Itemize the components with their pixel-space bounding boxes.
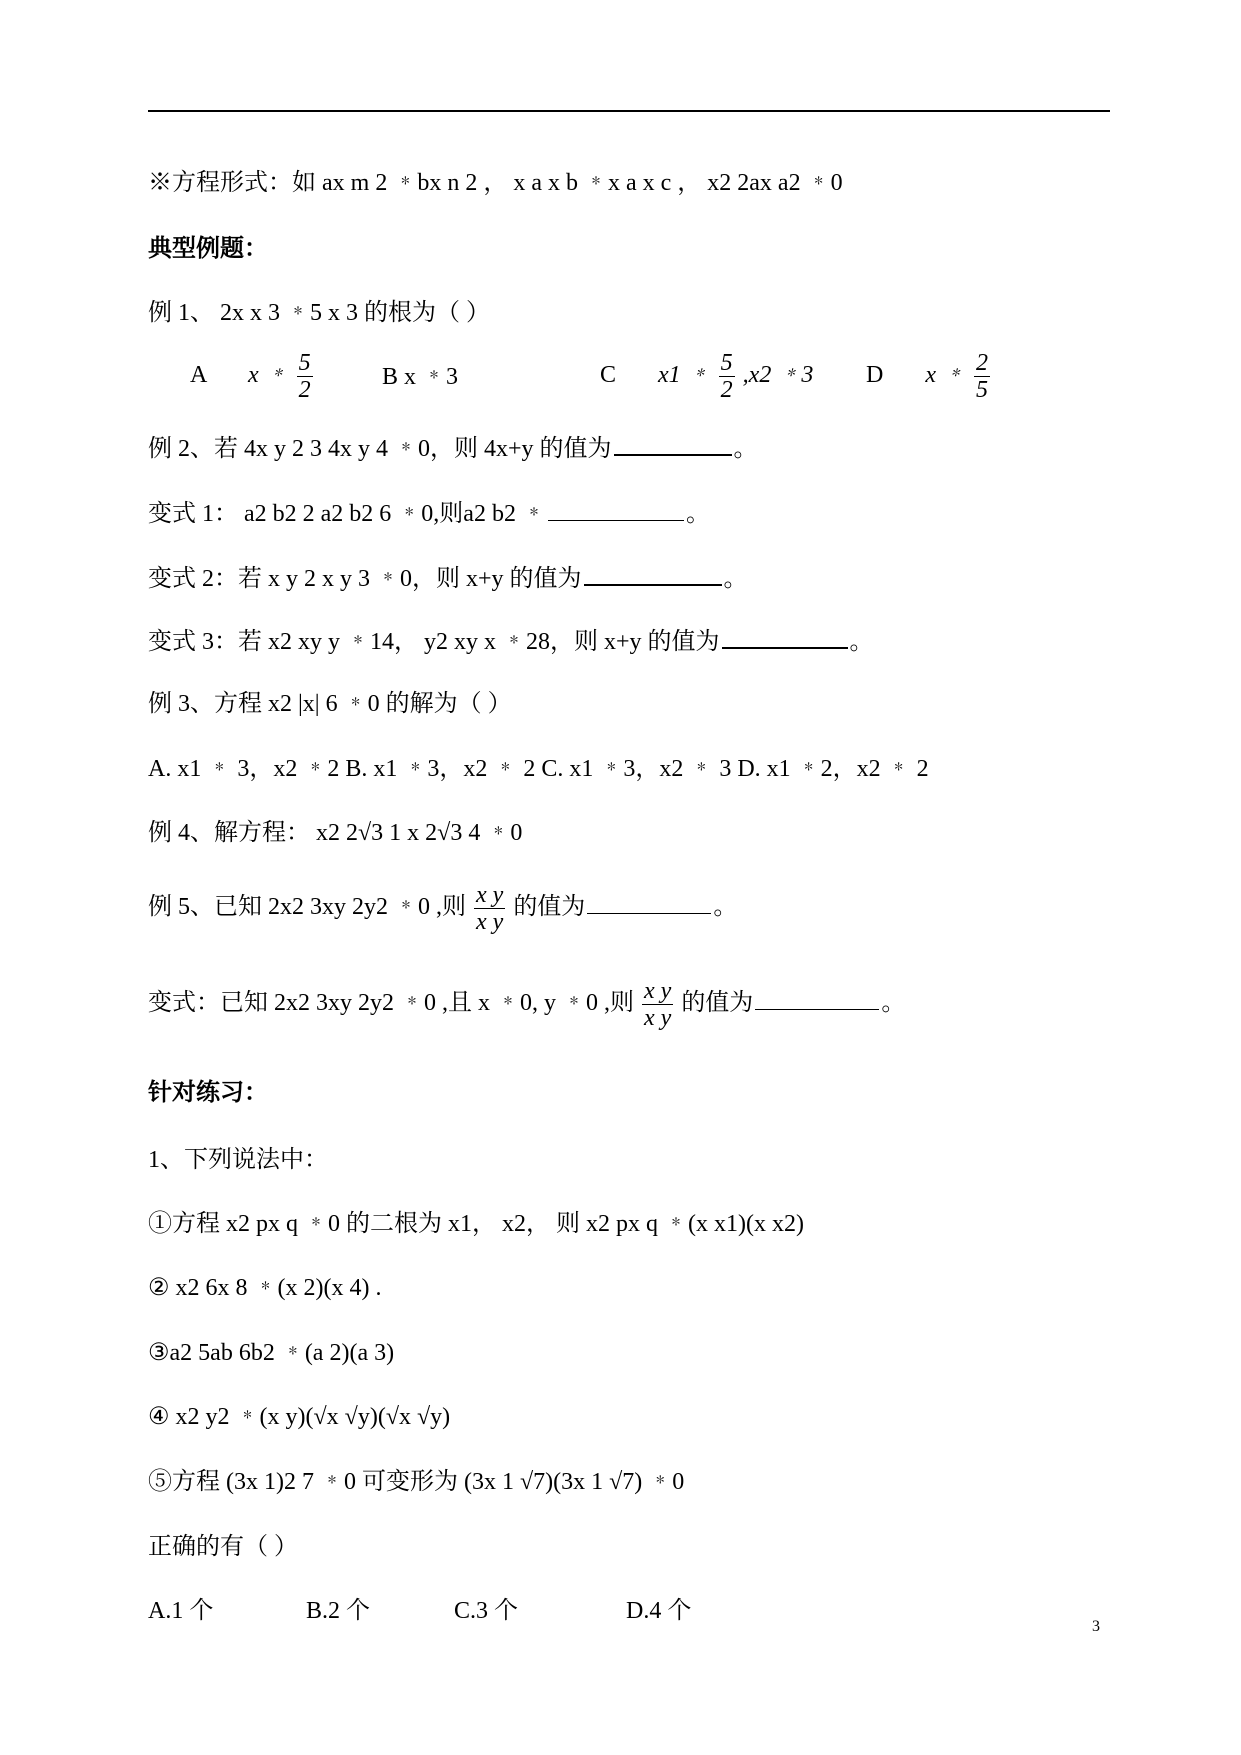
answer-blank xyxy=(614,432,732,456)
example-3: 例 3、方程 x2 |x| 6 ﹡0 的解为（ ） xyxy=(148,691,512,717)
ex1-option-a-lhs: x ﹡ xyxy=(248,362,289,389)
variant-pre: 变式：已知 2x2 3xy 2y2 ﹡0 ,且 x ﹡0, y ﹡0 ,则 xyxy=(148,990,634,1017)
answer-option-d: D.4 个 xyxy=(626,1598,692,1624)
ex1-option-b: B x ﹡3 xyxy=(382,364,459,390)
header-rule xyxy=(148,110,1110,112)
ex1-option-d xyxy=(866,350,992,403)
example-5-fraction xyxy=(474,882,505,935)
variant-1 xyxy=(148,498,710,529)
period: 。 xyxy=(723,566,748,592)
examples-heading: 典型例题： xyxy=(148,236,268,262)
answer-blank xyxy=(587,891,711,914)
example-5 xyxy=(148,882,737,935)
answer-blank xyxy=(584,562,722,586)
variant-fraction xyxy=(642,978,673,1031)
answer-blank xyxy=(548,498,684,521)
statement-3: ③a2 5ab 6b2 ﹡(a 2)(a 3) xyxy=(148,1340,395,1366)
answer-option-b: B.2 个 xyxy=(306,1598,371,1624)
variant-1-text: 变式 1： a2 b2 2 a2 b2 6 ﹡0,则a2 b2 ﹡ xyxy=(148,501,546,527)
practice-1: 1、下列说法中： xyxy=(148,1147,328,1173)
fraction-numerator: x y xyxy=(644,978,672,1004)
ex1-option-a-fraction xyxy=(297,350,313,403)
example-2 xyxy=(148,432,758,464)
variant-post: 的值为 xyxy=(681,990,754,1017)
example-3-options: A. x1 ﹡ 3，x2 ﹡2 B. x1 ﹡3，x2 ﹡ 2 C. x1 ﹡3，x2 ﹡ 3 D. x1 ﹡2，x2 ﹡ 2 xyxy=(148,756,929,782)
ex1-option-a xyxy=(190,350,315,403)
period: 。 xyxy=(733,436,758,462)
ex1-option-c xyxy=(600,350,813,403)
period: 。 xyxy=(881,990,906,1017)
ex1-option-c-rest: ,x2 ﹡3 xyxy=(742,362,814,389)
example-5-pre: 例 5、已知 2x2 3xy 2y2 ﹡0 ,则 xyxy=(148,894,466,921)
fraction-denominator: 2 xyxy=(720,377,733,403)
statement-1: ①方程 x2 px q ﹡0 的二根为 x1， x2， 则 x2 px q ﹡(x x1)(x x2) xyxy=(148,1211,804,1237)
answer-blank xyxy=(722,625,848,649)
ex1-option-d-lhs: x ﹡ xyxy=(925,362,966,389)
variant-3-text: 变式 3：若 x2 xy y ﹡14， y2 xy x ﹡28，则 x+y 的值为 xyxy=(148,629,720,655)
fraction-denominator: 5 xyxy=(976,377,988,403)
ex1-option-d-label: D xyxy=(866,362,884,389)
fraction-denominator: x y xyxy=(476,909,504,935)
ex1-option-c-label: C xyxy=(600,362,617,389)
period: 。 xyxy=(685,501,710,527)
statement-4: ④ x2 y2 ﹡(x y)(√x √y)(√x √y) xyxy=(148,1404,451,1430)
example-1: 例 1、 2x x 3 ﹡5 x 3 的根为（ ） xyxy=(148,300,490,326)
practice-heading: 针对练习： xyxy=(148,1080,268,1106)
answer-blank xyxy=(755,987,879,1010)
variant-2-text: 变式 2：若 x y 2 x y 3 ﹡0，则 x+y 的值为 xyxy=(148,566,582,592)
example-5-post: 的值为 xyxy=(513,894,586,921)
ex1-option-c-fraction xyxy=(719,350,735,403)
ex1-option-c-lhs: x1 ﹡ xyxy=(658,362,711,389)
ex1-option-a-label: A xyxy=(190,362,207,389)
example-4: 例 4、解方程： x2 2√3 1 x 2√3 4 ﹡0 xyxy=(148,820,523,846)
period: 。 xyxy=(713,894,738,921)
statement-5: ⑤方程 (3x 1)2 7 ﹡0 可变形为 (3x 1 √7)(3x 1 √7) ﹡0 xyxy=(148,1469,685,1495)
fraction-numerator: 5 xyxy=(298,350,311,376)
correct-count-question: 正确的有（ ） xyxy=(148,1534,298,1560)
variant-3 xyxy=(148,625,874,657)
answer-option-a: A.1 个 xyxy=(148,1598,214,1624)
fraction-numerator: 2 xyxy=(976,350,988,376)
ex1-option-d-fraction xyxy=(974,350,990,403)
page-number: 3 xyxy=(1092,1618,1100,1635)
period: 。 xyxy=(849,629,874,655)
variant-example-5 xyxy=(148,978,905,1031)
statement-2: ② x2 6x 8 ﹡(x 2)(x 4) . xyxy=(148,1275,382,1301)
equation-forms-line: ※方程形式：如 ax m 2 ﹡bx n 2 ， x a x b ﹡x a x c ， x2 2ax a2 ﹡0 xyxy=(148,170,843,196)
fraction-denominator: 2 xyxy=(298,377,311,403)
variant-2 xyxy=(148,562,748,594)
example-2-text: 例 2、若 4x y 2 3 4x y 4 ﹡0，则 4x+y 的值为 xyxy=(148,436,612,462)
answer-option-c: C.3 个 xyxy=(454,1598,519,1624)
fraction-numerator: 5 xyxy=(720,350,733,376)
fraction-numerator: x y xyxy=(476,882,504,908)
fraction-denominator: x y xyxy=(644,1005,672,1031)
